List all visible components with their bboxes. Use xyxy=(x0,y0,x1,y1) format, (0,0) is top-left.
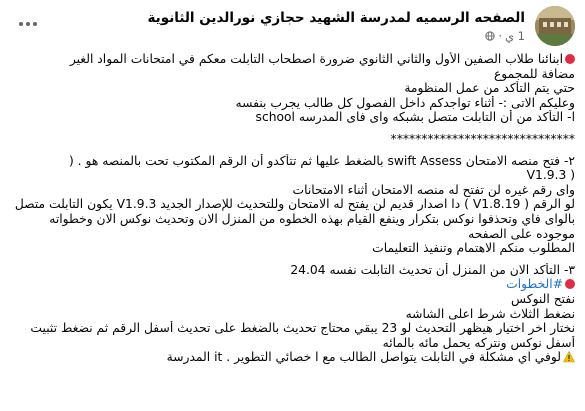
post-header xyxy=(10,6,575,46)
post-text: لوفي اي مشكلة في التابلت يتواصل الطالب مع ا خصائي التطوير . it المدرسة xyxy=(166,350,561,365)
post-body xyxy=(12,52,575,365)
school-avatar-image xyxy=(535,6,575,46)
post-line: مضافة للمجموع xyxy=(493,66,575,81)
post-text: ابنائنا طلاب الصفين الأول والثاني الثانوي ضرورة اصطحاب التابلت معكم في امتحانات المواد الغير xyxy=(69,52,563,66)
post-line: نضغط الثلاث شرط اعلى الشاشه xyxy=(405,306,575,321)
red-circle-icon xyxy=(565,279,575,289)
post-line: نختار اخر اختيار هيظهر التحديث لو 23 يبقي محتاج تحديث بالضغط على تحديث أسفل الرقم ثم نضغط تثبيت xyxy=(30,321,575,336)
post-line: أسفل نوكس ونتركه يحمل مائه بالمائه xyxy=(382,335,575,350)
red-circle-icon xyxy=(565,54,575,64)
page-name-link[interactable]: الصفحه الرسميه لمدرسة الشهيد حجازي نورالدين الثانوية xyxy=(147,10,525,26)
post-line: واى رقم غيره لن تفتح له منصه الامتحان أثناء الامتحانات xyxy=(292,182,575,197)
separator-stars: ****************************** xyxy=(390,131,575,146)
post-meta xyxy=(485,29,525,43)
post-line xyxy=(12,350,575,365)
hashtag-link[interactable]: #الخطوات xyxy=(506,277,563,292)
post-line: موجوده على الصفحه xyxy=(468,226,575,241)
post-line: ٣- التأكد الان من المنزل أن تحديث التابلت نفسه 24.04 xyxy=(290,262,575,277)
post-line: المطلوب منكم الاهتمام وتنفيذ التعليمات xyxy=(372,241,575,256)
page-avatar[interactable] xyxy=(535,6,575,46)
post-line: ( V1.9.3 xyxy=(526,168,575,183)
post-line: وعليكم الاتى :- أثناء تواجدكم داخل الفصول كل طالب يجرب بنفسه xyxy=(235,95,575,110)
post-time[interactable]: 1 ي xyxy=(505,29,525,43)
globe-icon xyxy=(485,31,495,41)
post-line xyxy=(12,277,575,292)
post-line: بالواى فاي وتحذفوا نوكس بتكرار وينفع القيام بهذه الخطوه من المنزل الان وتحديث نوكس الان وخطواته xyxy=(49,211,575,226)
post-line: نفتح النوكس xyxy=(511,291,575,306)
post-line xyxy=(12,52,575,67)
post-line: حتي يتم التأكد من عمل المنظومة xyxy=(404,81,575,96)
post-line: لو الرقم ( V1.8.19 ) دا اصدار قديم لن يفتح له الامتحان وللتحديث للإصدار الجديد V1.9.3 يكون التابلت متصل xyxy=(14,197,575,212)
more-options-icon xyxy=(16,14,40,34)
meta-separator: · xyxy=(498,29,502,43)
warning-icon xyxy=(563,351,575,363)
more-options-button[interactable] xyxy=(16,14,40,34)
post-line: ا- التأكد من أن التابلت متصل بشبكه واى فاى المدرسه school xyxy=(255,110,575,125)
post-line: ٢- فتح منصه الامتحان swift Assess بالضغط عليها ثم تتأكدو أن الرقم المكتوب تحت بالمنصه هو . ( xyxy=(68,153,575,168)
